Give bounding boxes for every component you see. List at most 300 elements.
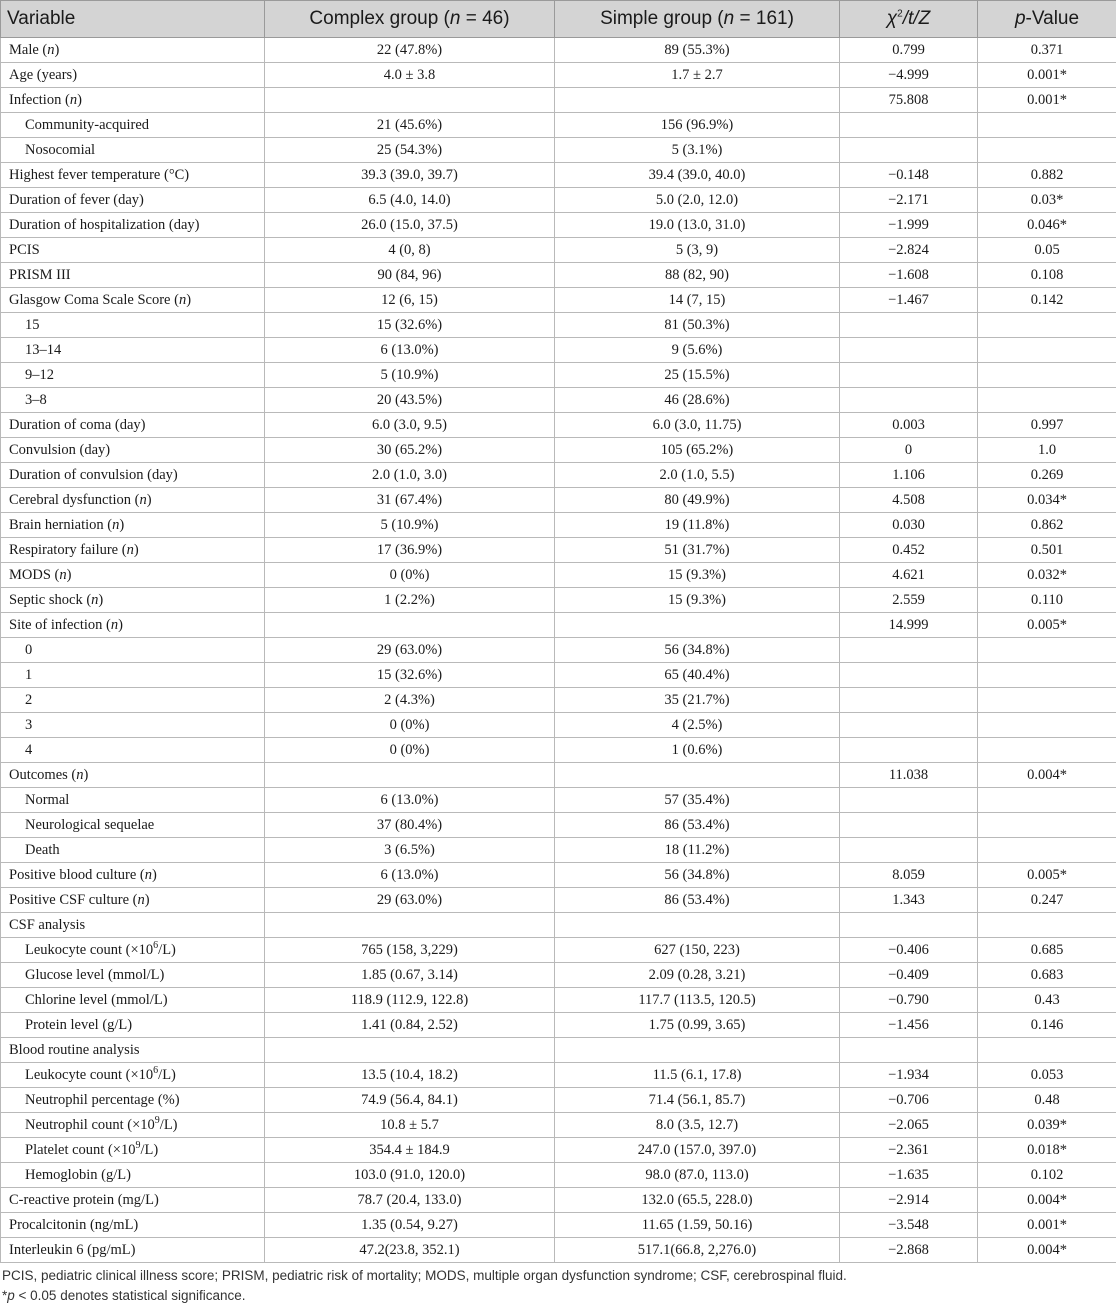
row-variable: Age (years) (1, 63, 265, 88)
row-simple-value: 2.0 (1.0, 5.5) (555, 463, 840, 488)
row-statistic: −0.406 (840, 938, 978, 963)
table-row (1, 738, 1116, 763)
table-row (1, 138, 1116, 163)
row-statistic: −1.934 (840, 1063, 978, 1088)
row-simple-value: 25 (15.5%) (555, 363, 840, 388)
row-statistic (840, 738, 978, 763)
row-complex-value: 39.3 (39.0, 39.7) (265, 163, 555, 188)
row-p-value: 0.371 (978, 38, 1116, 63)
table-row (1, 88, 1116, 113)
row-complex-value: 354.4 ± 184.9 (265, 1138, 555, 1163)
row-variable: Convulsion (day) (1, 438, 265, 463)
table-row (1, 488, 1116, 513)
row-complex-value: 29 (63.0%) (265, 638, 555, 663)
row-variable: Community-acquired (1, 113, 265, 138)
row-p-value (978, 713, 1116, 738)
row-variable: Chlorine level (mmol/L) (1, 988, 265, 1013)
row-p-value: 0.039* (978, 1113, 1116, 1138)
row-statistic: −1.456 (840, 1013, 978, 1038)
row-variable: PRISM III (1, 263, 265, 288)
row-statistic: −3.548 (840, 1213, 978, 1238)
table-row (1, 513, 1116, 538)
row-p-value: 0.001* (978, 88, 1116, 113)
row-statistic: 0.030 (840, 513, 978, 538)
row-statistic: 2.559 (840, 588, 978, 613)
row-simple-value: 5 (3.1%) (555, 138, 840, 163)
row-p-value (978, 138, 1116, 163)
row-statistic: 14.999 (840, 613, 978, 638)
row-p-value: 0.005* (978, 613, 1116, 638)
table-row (1, 338, 1116, 363)
row-simple-value: 1 (0.6%) (555, 738, 840, 763)
table-row (1, 1238, 1116, 1263)
row-simple-value: 98.0 (87.0, 113.0) (555, 1163, 840, 1188)
row-statistic: 4.508 (840, 488, 978, 513)
row-variable: Duration of hospitalization (day) (1, 213, 265, 238)
row-variable: Platelet count $(\times 10^9/L)$ (1, 1138, 265, 1163)
row-statistic (840, 838, 978, 863)
row-p-value (978, 738, 1116, 763)
row-variable: 4 (1, 738, 265, 763)
row-p-value: 0.142 (978, 288, 1116, 313)
row-simple-value (555, 763, 840, 788)
row-simple-value: 14 (7, 15) (555, 288, 840, 313)
row-complex-value: 2 (4.3%) (265, 688, 555, 713)
row-simple-value: 4 (2.5%) (555, 713, 840, 738)
row-simple-value: 65 (40.4%) (555, 663, 840, 688)
footnote-abbreviations: PCIS, pediatric clinical illness score; PRISM, pediatric risk of mortality; MODS, multiple organ dysfunction syndrome; CSF, cerebrospinal fluid. (2, 1268, 847, 1283)
row-variable: 3–8 (1, 388, 265, 413)
row-p-value: 0.882 (978, 163, 1116, 188)
row-complex-value: 5 (10.9%) (265, 363, 555, 388)
row-statistic: −1.608 (840, 263, 978, 288)
row-simple-value: 105 (65.2%) (555, 438, 840, 463)
row-p-value (978, 338, 1116, 363)
row-simple-value: 6.0 (3.0, 11.75) (555, 413, 840, 438)
row-simple-value: 86 (53.4%) (555, 813, 840, 838)
row-p-value: 0.004* (978, 1238, 1116, 1263)
row-complex-value: 0 (0%) (265, 738, 555, 763)
row-variable: Duration of convulsion (day) (1, 463, 265, 488)
row-simple-value: 132.0 (65.5, 228.0) (555, 1188, 840, 1213)
row-variable: Protein level (g/L) (1, 1013, 265, 1038)
row-statistic (840, 688, 978, 713)
row-variable: Procalcitonin (ng/mL) (1, 1213, 265, 1238)
row-simple-value: 88 (82, 90) (555, 263, 840, 288)
row-p-value: 0.032* (978, 563, 1116, 588)
row-complex-value: 6 (13.0%) (265, 338, 555, 363)
row-complex-value: 5 (10.9%) (265, 513, 555, 538)
header-p-value: p-Value (978, 1, 1116, 38)
row-complex-value: 12 (6, 15) (265, 288, 555, 313)
row-statistic (840, 788, 978, 813)
row-complex-value: 17 (36.9%) (265, 538, 555, 563)
row-variable: Blood routine analysis (1, 1038, 265, 1063)
row-simple-value: 86 (53.4%) (555, 888, 840, 913)
row-p-value: 0.001* (978, 1213, 1116, 1238)
row-variable: 1 (1, 663, 265, 688)
row-simple-value: 11.5 (6.1, 17.8) (555, 1063, 840, 1088)
row-complex-value: 6 (13.0%) (265, 863, 555, 888)
row-complex-value: 1.35 (0.54, 9.27) (265, 1213, 555, 1238)
row-variable: Positive CSF culture (n) (1, 888, 265, 913)
row-complex-value: 37 (80.4%) (265, 813, 555, 838)
table-row (1, 413, 1116, 438)
table-row (1, 988, 1116, 1013)
row-p-value: 0.004* (978, 763, 1116, 788)
row-complex-value: 2.0 (1.0, 3.0) (265, 463, 555, 488)
row-statistic: 11.038 (840, 763, 978, 788)
row-variable: 15 (1, 313, 265, 338)
row-statistic: −2.171 (840, 188, 978, 213)
row-statistic (840, 713, 978, 738)
table-row (1, 963, 1116, 988)
row-p-value (978, 838, 1116, 863)
row-simple-value: 35 (21.7%) (555, 688, 840, 713)
row-statistic: −0.409 (840, 963, 978, 988)
row-complex-value: 31 (67.4%) (265, 488, 555, 513)
table-row (1, 388, 1116, 413)
table-row (1, 638, 1116, 663)
row-complex-value: 118.9 (112.9, 122.8) (265, 988, 555, 1013)
table-row (1, 263, 1116, 288)
row-simple-value: 57 (35.4%) (555, 788, 840, 813)
row-p-value: 0.48 (978, 1088, 1116, 1113)
table-row (1, 1138, 1116, 1163)
row-simple-value (555, 613, 840, 638)
row-p-value: 0.501 (978, 538, 1116, 563)
row-p-value: 0.43 (978, 988, 1116, 1013)
row-variable: Site of infection (n) (1, 613, 265, 638)
table-row (1, 538, 1116, 563)
table-row (1, 938, 1116, 963)
row-variable: Duration of coma (day) (1, 413, 265, 438)
table-row (1, 888, 1116, 913)
row-p-value: 0.018* (978, 1138, 1116, 1163)
row-simple-value: 1.7 ± 2.7 (555, 63, 840, 88)
table-header (1, 1, 1116, 38)
row-complex-value (265, 763, 555, 788)
row-variable: Leukocyte count $(\times 10^6/L)$ (1, 1063, 265, 1088)
table-row (1, 188, 1116, 213)
row-statistic (840, 638, 978, 663)
row-variable: Positive blood culture (n) (1, 863, 265, 888)
row-simple-value: 89 (55.3%) (555, 38, 840, 63)
row-variable: 13–14 (1, 338, 265, 363)
row-statistic: −2.065 (840, 1113, 978, 1138)
row-p-value (978, 813, 1116, 838)
row-simple-value: 247.0 (157.0, 397.0) (555, 1138, 840, 1163)
table-row (1, 863, 1116, 888)
row-statistic: 0.452 (840, 538, 978, 563)
table-row (1, 113, 1116, 138)
table-row (1, 788, 1116, 813)
row-p-value: 0.269 (978, 463, 1116, 488)
row-variable: 3 (1, 713, 265, 738)
row-statistic (840, 913, 978, 938)
table-row (1, 713, 1116, 738)
header-simple-group: Simple group (n = 161) (555, 1, 840, 38)
row-simple-value: 56 (34.8%) (555, 863, 840, 888)
row-complex-value: 10.8 ± 5.7 (265, 1113, 555, 1138)
table-row (1, 1063, 1116, 1088)
row-complex-value: 6.0 (3.0, 9.5) (265, 413, 555, 438)
row-simple-value: 11.65 (1.59, 50.16) (555, 1213, 840, 1238)
row-p-value: 0.685 (978, 938, 1116, 963)
row-variable: CSF analysis (1, 913, 265, 938)
row-variable: Neutrophil percentage (%) (1, 1088, 265, 1113)
row-simple-value: 15 (9.3%) (555, 588, 840, 613)
row-variable: Glucose level (mmol/L) (1, 963, 265, 988)
table-row (1, 63, 1116, 88)
row-p-value: 0.997 (978, 413, 1116, 438)
row-complex-value: 103.0 (91.0, 120.0) (265, 1163, 555, 1188)
header-complex-group: Complex group (n = 46) (265, 1, 555, 38)
row-complex-value: 0 (0%) (265, 713, 555, 738)
row-statistic (840, 138, 978, 163)
row-statistic: −2.914 (840, 1188, 978, 1213)
row-simple-value: 19 (11.8%) (555, 513, 840, 538)
row-simple-value: 117.7 (113.5, 120.5) (555, 988, 840, 1013)
row-statistic: −2.824 (840, 238, 978, 263)
row-complex-value: 30 (65.2%) (265, 438, 555, 463)
row-simple-value: 39.4 (39.0, 40.0) (555, 163, 840, 188)
row-statistic: 0.003 (840, 413, 978, 438)
row-complex-value: 90 (84, 96) (265, 263, 555, 288)
row-simple-value: 156 (96.9%) (555, 113, 840, 138)
table-row (1, 313, 1116, 338)
row-variable: Cerebral dysfunction (n) (1, 488, 265, 513)
row-p-value: 0.102 (978, 1163, 1116, 1188)
row-variable: Neutrophil count $(\times 10^9/L)$ (1, 1113, 265, 1138)
row-statistic: −1.467 (840, 288, 978, 313)
table-row (1, 563, 1116, 588)
row-simple-value (555, 88, 840, 113)
row-statistic (840, 813, 978, 838)
row-complex-value: 20 (43.5%) (265, 388, 555, 413)
row-simple-value: 51 (31.7%) (555, 538, 840, 563)
row-p-value (978, 363, 1116, 388)
row-statistic (840, 313, 978, 338)
table-row (1, 688, 1116, 713)
table-row (1, 463, 1116, 488)
row-complex-value (265, 613, 555, 638)
table-row (1, 1163, 1116, 1188)
row-simple-value: 9 (5.6%) (555, 338, 840, 363)
row-simple-value: 5.0 (2.0, 12.0) (555, 188, 840, 213)
row-variable: Death (1, 838, 265, 863)
table-row (1, 238, 1116, 263)
row-complex-value: 22 (47.8%) (265, 38, 555, 63)
table-row (1, 663, 1116, 688)
row-simple-value: 71.4 (56.1, 85.7) (555, 1088, 840, 1113)
header-row (1, 1, 1116, 38)
table-row (1, 813, 1116, 838)
row-statistic: −1.999 (840, 213, 978, 238)
row-statistic: −2.868 (840, 1238, 978, 1263)
row-variable: MODS (n) (1, 563, 265, 588)
row-complex-value: 15 (32.6%) (265, 313, 555, 338)
row-complex-value: 26.0 (15.0, 37.5) (265, 213, 555, 238)
table-row (1, 288, 1116, 313)
row-simple-value (555, 913, 840, 938)
row-statistic: −2.361 (840, 1138, 978, 1163)
row-complex-value: 1 (2.2%) (265, 588, 555, 613)
row-statistic: −0.790 (840, 988, 978, 1013)
row-p-value: 0.03* (978, 188, 1116, 213)
row-variable: Normal (1, 788, 265, 813)
row-simple-value: 81 (50.3%) (555, 313, 840, 338)
row-p-value: 0.108 (978, 263, 1116, 288)
row-variable: 0 (1, 638, 265, 663)
row-complex-value: 6.5 (4.0, 14.0) (265, 188, 555, 213)
table-row (1, 1113, 1116, 1138)
row-statistic: −4.999 (840, 63, 978, 88)
row-statistic: −0.706 (840, 1088, 978, 1113)
row-statistic: 0.799 (840, 38, 978, 63)
row-variable: 9–12 (1, 363, 265, 388)
row-statistic: 4.621 (840, 563, 978, 588)
row-p-value (978, 113, 1116, 138)
table-row (1, 913, 1116, 938)
table-row (1, 1013, 1116, 1038)
row-complex-value: 6 (13.0%) (265, 788, 555, 813)
row-variable: Duration of fever (day) (1, 188, 265, 213)
row-simple-value: 80 (49.9%) (555, 488, 840, 513)
row-p-value (978, 913, 1116, 938)
row-p-value: 0.683 (978, 963, 1116, 988)
table-row (1, 438, 1116, 463)
row-variable: C-reactive protein (mg/L) (1, 1188, 265, 1213)
row-simple-value: 2.09 (0.28, 3.21) (555, 963, 840, 988)
header-variable: Variable (1, 1, 265, 38)
table-row (1, 213, 1116, 238)
row-complex-value: 1.41 (0.84, 2.52) (265, 1013, 555, 1038)
row-p-value: 0.862 (978, 513, 1116, 538)
row-simple-value: 56 (34.8%) (555, 638, 840, 663)
row-statistic (840, 388, 978, 413)
row-complex-value: 74.9 (56.4, 84.1) (265, 1088, 555, 1113)
table-row (1, 1213, 1116, 1238)
row-p-value: 0.034* (978, 488, 1116, 513)
row-complex-value: 21 (45.6%) (265, 113, 555, 138)
row-statistic: 75.808 (840, 88, 978, 113)
row-simple-value: 19.0 (13.0, 31.0) (555, 213, 840, 238)
row-complex-value: 4 (0, 8) (265, 238, 555, 263)
row-variable: Neurological sequelae (1, 813, 265, 838)
row-complex-value: 4.0 ± 3.8 (265, 63, 555, 88)
row-p-value: 1.0 (978, 438, 1116, 463)
row-variable: Infection (n) (1, 88, 265, 113)
row-complex-value (265, 88, 555, 113)
row-statistic: 1.343 (840, 888, 978, 913)
row-p-value: 0.053 (978, 1063, 1116, 1088)
row-p-value: 0.001* (978, 63, 1116, 88)
row-variable: Highest fever temperature (°C) (1, 163, 265, 188)
row-statistic (840, 1038, 978, 1063)
row-p-value (978, 788, 1116, 813)
row-simple-value (555, 1038, 840, 1063)
row-complex-value: 29 (63.0%) (265, 888, 555, 913)
row-complex-value: 47.2(23.8, 352.1) (265, 1238, 555, 1263)
row-statistic (840, 663, 978, 688)
row-p-value (978, 663, 1116, 688)
table-row (1, 38, 1116, 63)
table-row (1, 363, 1116, 388)
row-complex-value: 15 (32.6%) (265, 663, 555, 688)
table-row (1, 613, 1116, 638)
row-statistic (840, 338, 978, 363)
row-variable: Septic shock (n) (1, 588, 265, 613)
row-variable: 2 (1, 688, 265, 713)
row-complex-value: 78.7 (20.4, 133.0) (265, 1188, 555, 1213)
row-statistic: 0 (840, 438, 978, 463)
row-statistic (840, 113, 978, 138)
table-row (1, 763, 1116, 788)
row-simple-value: 517.1(66.8, 2,276.0) (555, 1238, 840, 1263)
row-simple-value: 5 (3, 9) (555, 238, 840, 263)
row-variable: Respiratory failure (n) (1, 538, 265, 563)
row-simple-value: 8.0 (3.5, 12.7) (555, 1113, 840, 1138)
row-variable: Interleukin 6 (pg/mL) (1, 1238, 265, 1263)
row-statistic (840, 363, 978, 388)
row-simple-value: 1.75 (0.99, 3.65) (555, 1013, 840, 1038)
table-row (1, 588, 1116, 613)
row-p-value: 0.146 (978, 1013, 1116, 1038)
row-statistic: 1.106 (840, 463, 978, 488)
row-statistic: −1.635 (840, 1163, 978, 1188)
row-p-value (978, 1038, 1116, 1063)
row-variable: PCIS (1, 238, 265, 263)
row-statistic: 8.059 (840, 863, 978, 888)
row-complex-value: 25 (54.3%) (265, 138, 555, 163)
row-p-value: 0.110 (978, 588, 1116, 613)
row-variable: Hemoglobin (g/L) (1, 1163, 265, 1188)
row-variable: Brain herniation (n) (1, 513, 265, 538)
row-simple-value: 627 (150, 223) (555, 938, 840, 963)
row-simple-value: 15 (9.3%) (555, 563, 840, 588)
table-row (1, 163, 1116, 188)
table-row (1, 1188, 1116, 1213)
row-p-value (978, 388, 1116, 413)
header-statistic: $\chi^2/t/Z$ (840, 1, 978, 38)
row-simple-value: 46 (28.6%) (555, 388, 840, 413)
row-simple-value: 18 (11.2%) (555, 838, 840, 863)
row-p-value: 0.005* (978, 863, 1116, 888)
row-complex-value: 0 (0%) (265, 563, 555, 588)
row-p-value: 0.004* (978, 1188, 1116, 1213)
row-variable: Nosocomial (1, 138, 265, 163)
table-row (1, 1088, 1116, 1113)
row-complex-value (265, 1038, 555, 1063)
footnote-significance: *p < 0.05 denotes statistical significance. (2, 1288, 246, 1303)
row-complex-value (265, 913, 555, 938)
row-p-value (978, 638, 1116, 663)
row-p-value: 0.247 (978, 888, 1116, 913)
table-body (1, 38, 1116, 1263)
row-p-value: 0.05 (978, 238, 1116, 263)
row-complex-value: 3 (6.5%) (265, 838, 555, 863)
row-p-value (978, 313, 1116, 338)
row-complex-value: 13.5 (10.4, 18.2) (265, 1063, 555, 1088)
row-statistic: −0.148 (840, 163, 978, 188)
row-complex-value: 765 (158, 3,229) (265, 938, 555, 963)
table-row (1, 1038, 1116, 1063)
row-complex-value: 1.85 (0.67, 3.14) (265, 963, 555, 988)
row-variable: Male (n) (1, 38, 265, 63)
row-variable: Leukocyte count $(\times 10^6/L)$ (1, 938, 265, 963)
row-p-value: 0.046* (978, 213, 1116, 238)
